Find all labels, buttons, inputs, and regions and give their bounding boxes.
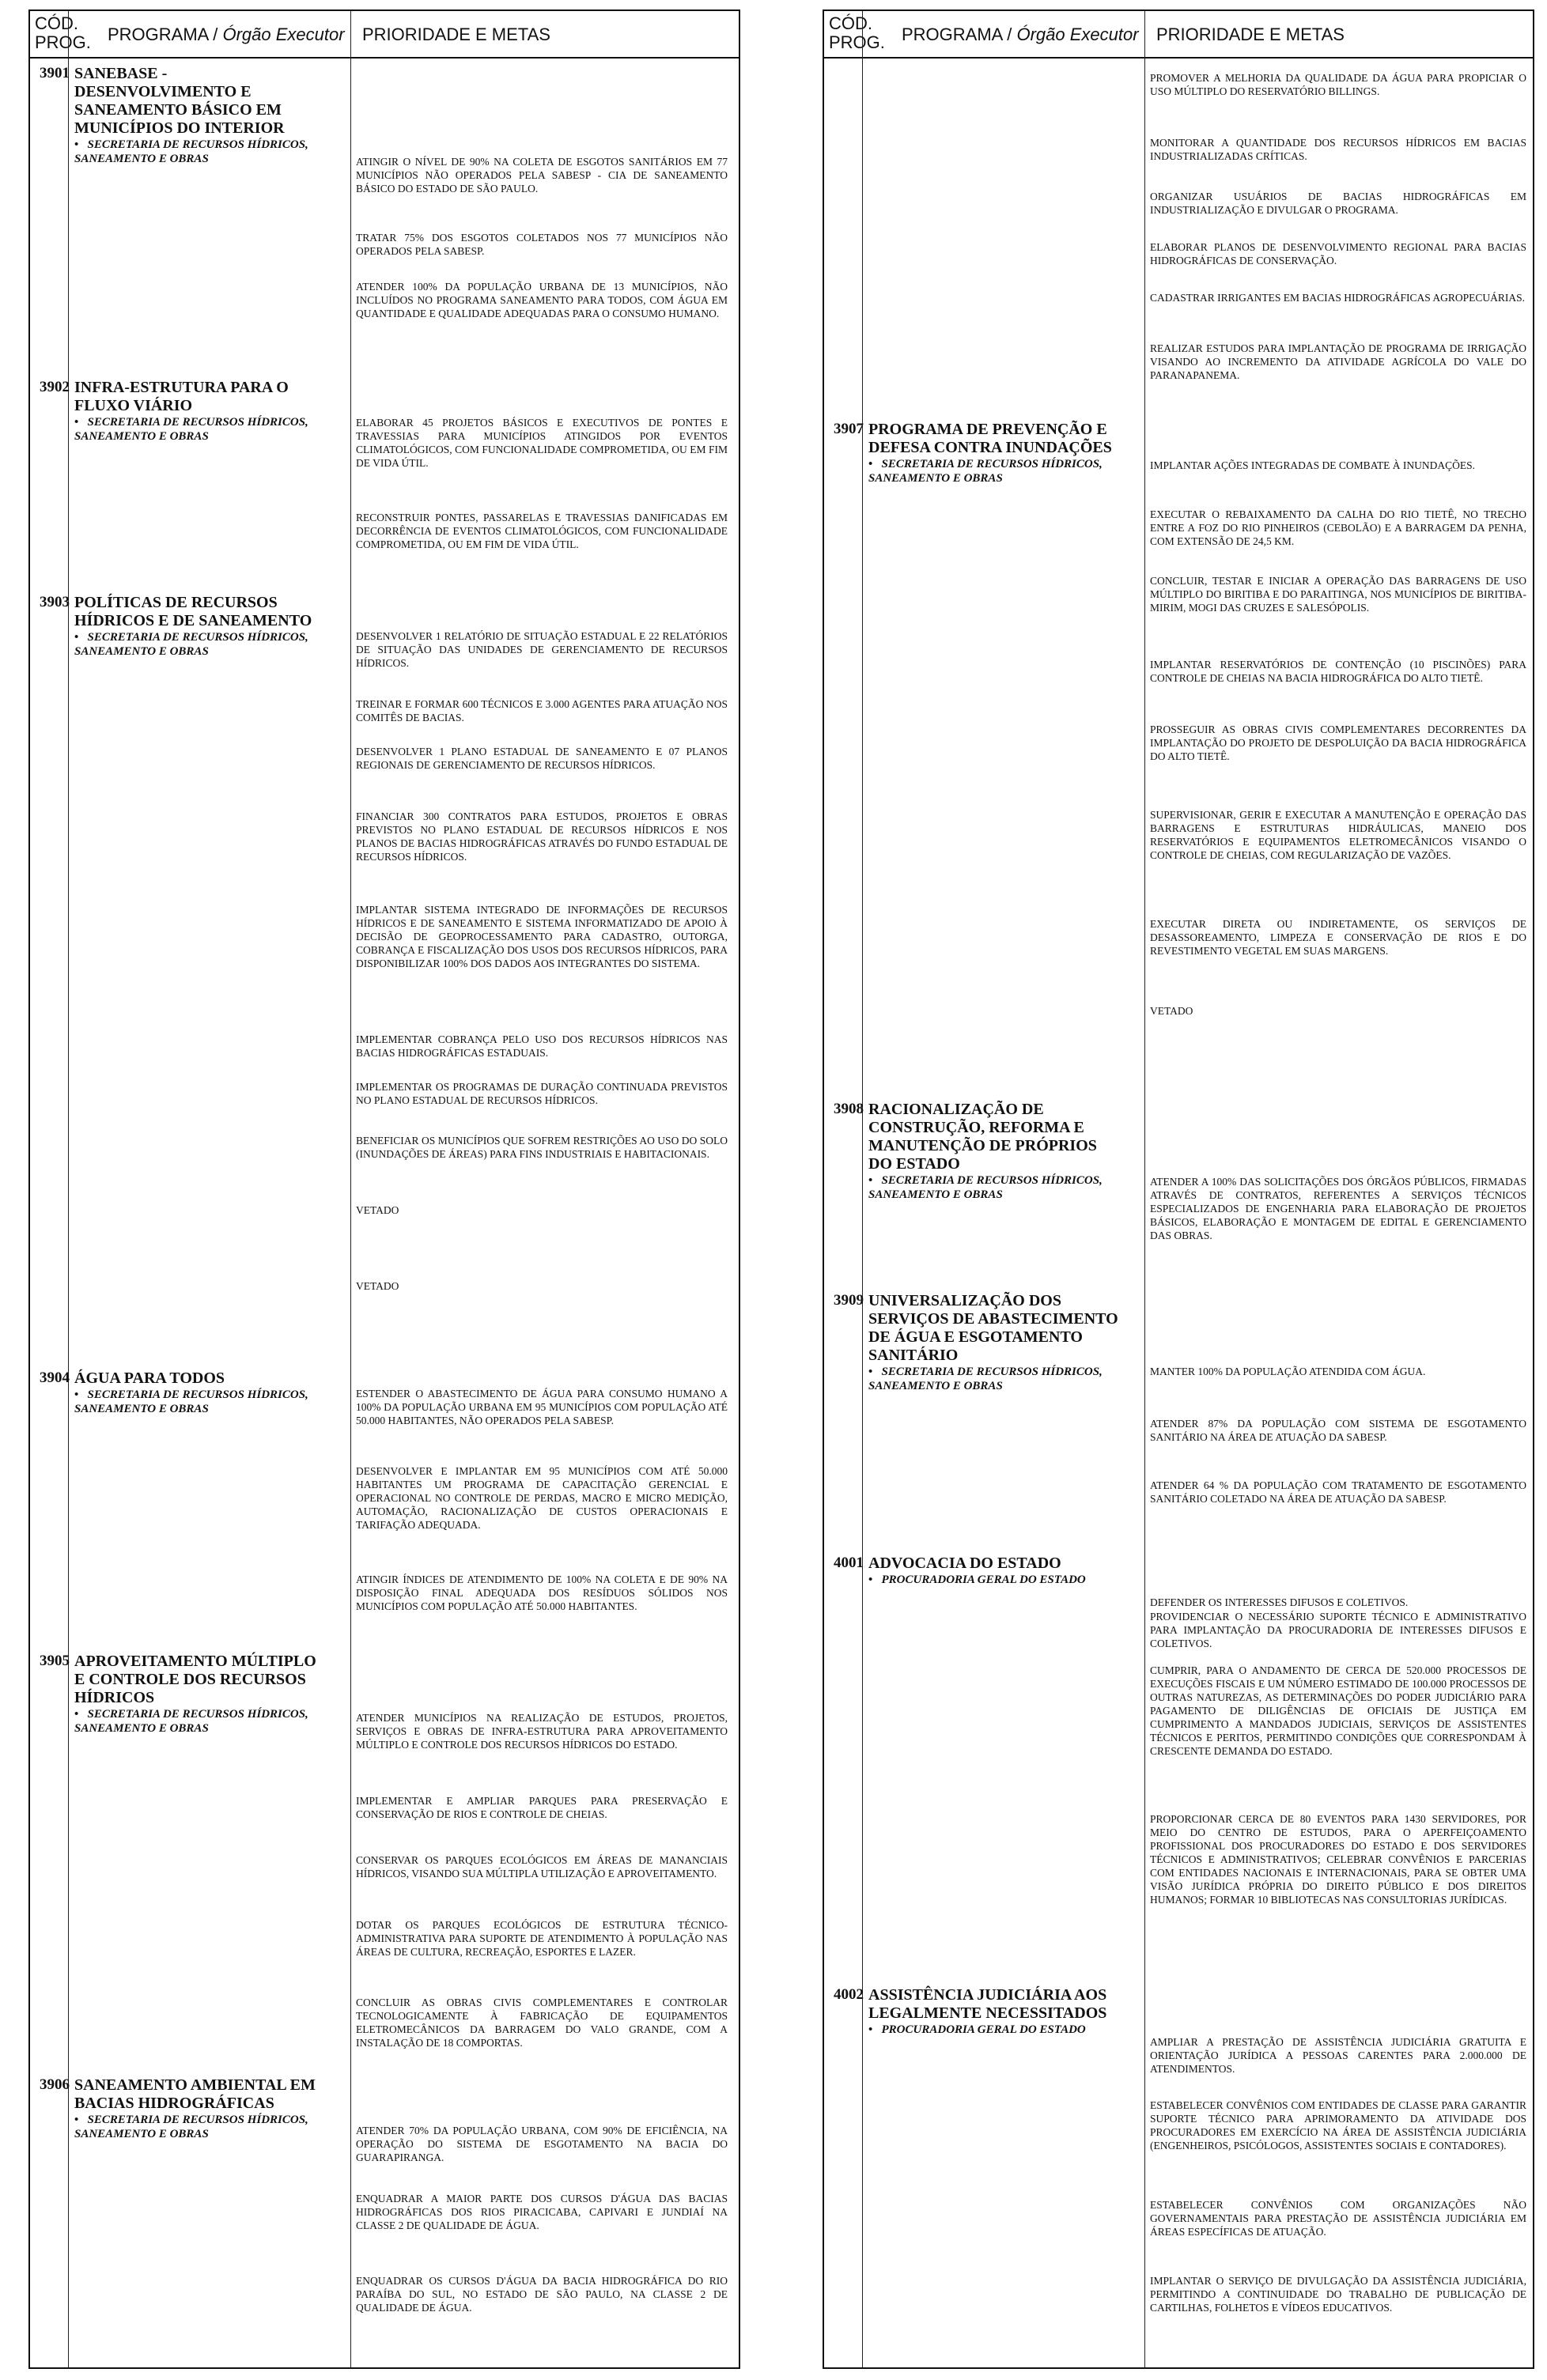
program-title: PROGRAMA DE PREVENÇÃO E DEFESA CONTRA INUNDAÇÕES xyxy=(868,421,1112,456)
program-code: 3901 xyxy=(40,65,70,81)
meta-item: ESTENDER O ABASTECIMENTO DE ÁGUA PARA CONSUMO HUMANO A 100% DA POPULAÇÃO URBANA EM 95 MUNICÍPIOS COM POPULAÇÃO ATÉ 50.000 HABITANTES, NÃO OPERADOS PELA SABESP. xyxy=(356,1388,728,1426)
program-executor: • PROCURADORIA GERAL DO ESTADO xyxy=(868,1573,1121,1587)
column-divider xyxy=(350,11,351,2367)
program-executor: • PROCURADORIA GERAL DO ESTADO xyxy=(868,2023,1121,2037)
meta-item: BENEFICIAR OS MUNICÍPIOS QUE SOFREM RESTRIÇÕES AO USO DO SOLO (INUNDAÇÕES DE ÁREAS) PARA FINS INDUSTRIAIS E HABITACIONAIS. xyxy=(356,1135,728,1160)
meta-item: REALIZAR ESTUDOS PARA IMPLANTAÇÃO DE PROGRAMA DE IRRIGAÇÃO VISANDO AO INCREMENTO DA ATIVIDADE AGRÍCOLA DO VALE DO PARANAPANEMA. xyxy=(1150,342,1526,381)
program-executor: • SECRETARIA DE RECURSOS HÍDRICOS, SANEAMENTO E OBRAS xyxy=(74,630,327,659)
meta-item: RECONSTRUIR PONTES, PASSARELAS E TRAVESSIAS DANIFICADAS EM DECORRÊNCIA DE EVENTOS CLIMATOLÓGICOS, COM FUNCIONALIDADE COMPROMETIDA, OU EM FIM DE VIDA ÚTIL. xyxy=(356,512,728,550)
meta-item: ENQUADRAR A MAIOR PARTE DOS CURSOS D'ÁGUA DAS BACIAS HIDROGRÁFICAS DOS RIOS PIRACICABA, CAPIVARI E JUNDIAÍ NA CLASSE 2 DE QUALIDADE DE ÁGUA. xyxy=(356,2193,728,2231)
table-header xyxy=(824,11,1533,59)
program-3906 xyxy=(40,2076,327,2141)
program-4002 xyxy=(834,1986,1121,2037)
meta-item: ATINGIR ÍNDICES DE ATENDIMENTO DE 100% NA COLETA E DE 90% NA DISPOSIÇÃO FINAL ADEQUADA DOS RESÍDUOS SÓLIDOS NOS MUNICÍPIOS COM POPULAÇÃO ATÉ 50.000 HABITANTES. xyxy=(356,1573,728,1612)
program-4001 xyxy=(834,1555,1121,1587)
meta-item: AMPLIAR A PRESTAÇÃO DE ASSISTÊNCIA JUDICIÁRIA GRATUITA E ORIENTAÇÃO JURÍDICA A PESSOAS CARENTES PARA 2.000.000 DE ATENDIMENTOS. xyxy=(1150,2036,1526,2075)
program-3902 xyxy=(40,379,327,444)
program-3909 xyxy=(834,1292,1121,1393)
program-code: 3907 xyxy=(834,421,864,437)
program-code: 3902 xyxy=(40,379,70,395)
program-executor: • SECRETARIA DE RECURSOS HÍDRICOS, SANEAMENTO E OBRAS xyxy=(74,415,327,444)
meta-item: ENQUADRAR OS CURSOS D'ÁGUA DA BACIA HIDROGRÁFICA DO RIO PARAÍBA DO SUL, NO ESTADO DE SÃO PAULO, NA CLASSE 2 DE QUALIDADE DE ÁGUA. xyxy=(356,2275,728,2314)
meta-item: ATENDER A 100% DAS SOLICITAÇÕES DOS ÓRGÃOS PÚBLICOS, FIRMADAS ATRAVÉS DE CONTRATOS, REFERENTES A SERVIÇOS TÉCNICOS ESPECIALIZADOS DE ENGENHARIA PARA ELABORAÇÃO DE PROJETOS BÁSICOS, ELABORAÇÃO E MONTAGEM DE EDITAL E GERENCIAMENTO DAS OBRAS. xyxy=(1150,1176,1526,1241)
meta-item: CONSERVAR OS PARQUES ECOLÓGICOS EM ÁREAS DE MANANCIAIS HÍDRICOS, VISANDO SUA MÚLTIPLA UTILIZAÇÃO E APROVEITAMENTO. xyxy=(356,1854,728,1879)
header-programa: PROGRAMA / Órgão Executor xyxy=(902,25,1139,44)
meta-item: DEFENDER OS INTERESSES DIFUSOS E COLETIVOS. xyxy=(1150,1596,1409,1608)
program-3907 xyxy=(834,421,1121,485)
table-left-column xyxy=(28,9,740,2369)
program-code: 3905 xyxy=(40,1653,70,1669)
meta-item: VETADO xyxy=(356,1280,399,1292)
header-programa: PROGRAMA / Órgão Executor xyxy=(108,25,345,44)
meta-item: PROVIDENCIAR O NECESSÁRIO SUPORTE TÉCNICO E ADMINISTRATIVO PARA IMPLANTAÇÃO DA PROCURADORIA DE INTERESSES DIFUSOS E COLETIVOS. xyxy=(1150,1611,1526,1649)
program-title: INFRA-ESTRUTURA PARA O FLUXO VIÁRIO xyxy=(74,379,289,414)
table-header xyxy=(30,11,739,59)
column-divider xyxy=(1144,11,1145,2367)
program-title: ADVOCACIA DO ESTADO xyxy=(868,1555,1061,1572)
header-cod-prog: CÓD. PROG. xyxy=(829,13,885,52)
column-divider xyxy=(68,11,69,2367)
program-title: ASSISTÊNCIA JUDICIÁRIA AOS LEGALMENTE NECESSITADOS xyxy=(868,1986,1107,2022)
program-executor: • SECRETARIA DE RECURSOS HÍDRICOS, SANEAMENTO E OBRAS xyxy=(868,457,1121,485)
program-title: APROVEITAMENTO MÚLTIPLO E CONTROLE DOS RECURSOS HÍDRICOS xyxy=(74,1653,316,1706)
meta-item: TRATAR 75% DOS ESGOTOS COLETADOS NOS 77 MUNICÍPIOS NÃO OPERADOS PELA SABESP. xyxy=(356,232,728,257)
meta-item: ESTABELECER CONVÊNIOS COM ORGANIZAÇÕES NÃO GOVERNAMENTAIS PARA PRESTAÇÃO DE ASSISTÊNCIA JUDICIÁRIA EM ÁREAS ESPECÍFICAS DE ATUAÇÃO. xyxy=(1150,2199,1526,2238)
meta-item: PROSSEGUIR AS OBRAS CIVIS COMPLEMENTARES DECORRENTES DA IMPLANTAÇÃO DO PROJETO DE DESPOLUIÇÃO DA BACIA HIDROGRÁFICA DO ALTO TIETÊ. xyxy=(1150,723,1526,762)
meta-item: DESENVOLVER 1 PLANO ESTADUAL DE SANEAMENTO E 07 PLANOS REGIONAIS DE GERENCIAMENTO DE RECURSOS HÍDRICOS. xyxy=(356,746,728,771)
meta-item: CONCLUIR AS OBRAS CIVIS COMPLEMENTARES E CONTROLAR TECNOLOGICAMENTE À FABRICAÇÃO DE EQUIPAMENTOS ELETROMECÂNICOS DA BARRAGEM DO VALO GRANDE, COM A INSTALAÇÃO DE 18 COMPORTAS. xyxy=(356,1997,728,2049)
program-executor: • SECRETARIA DE RECURSOS HÍDRICOS, SANEAMENTO E OBRAS xyxy=(74,138,327,166)
program-title: SANEBASE - DESENVOLVIMENTO E SANEAMENTO BÁSICO EM MUNICÍPIOS DO INTERIOR xyxy=(74,65,285,137)
program-title: UNIVERSALIZAÇÃO DOS SERVIÇOS DE ABASTECIMENTO DE ÁGUA E ESGOTAMENTO SANITÁRIO xyxy=(868,1292,1118,1364)
program-code: 4002 xyxy=(834,1986,864,2003)
program-executor: • SECRETARIA DE RECURSOS HÍDRICOS, SANEAMENTO E OBRAS xyxy=(868,1173,1121,1202)
meta-item: CUMPRIR, PARA O ANDAMENTO DE CERCA DE 520.000 PROCESSOS DE EXECUÇÕES FISCAIS E UM NÚMERO ESTIMADO DE 100.000 PROCESSOS DE OUTRAS NATUREZAS, AS DETERMINAÇÕES DO PODER JUDICIÁRIO PARA PAGAMENTO DE DILIGÊNCIAS DE OFICIAIS DE JUSTIÇA EM CUMPRIMENTO A MANDADOS JUDICIAIS, SERVIÇOS DE ASSISTENTES TÉCNICOS E PERITOS, PERMITINDO CONDIÇÕES QUE CORRESPONDAM À CRESCENTE DEMANDA DO ESTADO. xyxy=(1150,1664,1526,1757)
program-title: SANEAMENTO AMBIENTAL EM BACIAS HIDROGRÁFICAS xyxy=(74,2076,316,2112)
program-code: 3908 xyxy=(834,1101,864,1117)
header-prioridade-metas: PRIORIDADE E METAS xyxy=(1156,25,1345,44)
meta-item: EXECUTAR DIRETA OU INDIRETAMENTE, OS SERVIÇOS DE DESASSOREAMENTO, LIMPEZA E CONSERVAÇÃO DE RIOS E DO REVESTIMENTO VEGETAL EM SUAS MARGENS. xyxy=(1150,918,1526,957)
program-executor: • SECRETARIA DE RECURSOS HÍDRICOS, SANEAMENTO E OBRAS xyxy=(74,1388,327,1416)
program-title: POLÍTICAS DE RECURSOS HÍDRICOS E DE SANEAMENTO xyxy=(74,594,312,629)
meta-item: DESENVOLVER 1 RELATÓRIO DE SITUAÇÃO ESTADUAL E 22 RELATÓRIOS DE SITUAÇÃO DAS UNIDADES DE GERENCIAMENTO DE RECURSOS HÍDRICOS. xyxy=(356,630,728,669)
meta-item: IMPLANTAR RESERVATÓRIOS DE CONTENÇÃO (10 PISCINÕES) PARA CONTROLE DE CHEIAS NA BACIA HIDROGRÁFICA DO ALTO TIETÊ. xyxy=(1150,659,1526,684)
program-executor: • SECRETARIA DE RECURSOS HÍDRICOS, SANEAMENTO E OBRAS xyxy=(74,1707,327,1736)
meta-item: EXECUTAR O REBAIXAMENTO DA CALHA DO RIO TIETÊ, NO TRECHO ENTRE A FOZ DO RIO PINHEIROS (CEBOLÃO) E A BARRAGEM DA PENHA, COM EXTENSÃO DE 24,5 KM. xyxy=(1150,508,1526,547)
meta-item: DOTAR OS PARQUES ECOLÓGICOS DE ESTRUTURA TÉCNICO-ADMINISTRATIVA PARA SUPORTE DE ATENDIMENTO À POPULAÇÃO NAS ÁREAS DE CULTURA, RECREAÇÃO, ESPORTES E LAZER. xyxy=(356,1919,728,1958)
program-3905 xyxy=(40,1653,327,1736)
meta-item: ESTABELECER CONVÊNIOS COM ENTIDADES DE CLASSE PARA GARANTIR SUPORTE TÉCNICO PARA APRIMORAMENTO DA ATIVIDADE DOS PROCURADORES EM EXERCÍCIO NA ÁREA DE ASSISTÊNCIA JUDICIÁRIA (ENGENHEIROS, PSICÓLOGOS, ASSISTENTES SOCIAIS E CONTADORES). xyxy=(1150,2099,1526,2151)
program-code: 3909 xyxy=(834,1292,864,1309)
meta-item: IMPLEMENTAR E AMPLIAR PARQUES PARA PRESERVAÇÃO E CONSERVAÇÃO DE RIOS E CONTROLE DE CHEIAS. xyxy=(356,1795,728,1820)
meta-item: ATENDER 70% DA POPULAÇÃO URBANA, COM 90% DE EFICIÊNCIA, NA OPERAÇÃO DO SISTEMA DE ESGOTAMENTO NA BACIA DO GUARAPIRANGA. xyxy=(356,2125,728,2163)
meta-item: VETADO xyxy=(1150,1005,1193,1017)
meta-item: IMPLANTAR O SERVIÇO DE DIVULGAÇÃO DA ASSISTÊNCIA JUDICIÁRIA, PERMITINDO A CONTINUIDADE DO TRABALHO DE PUBLICAÇÃO DE CARTILHAS, FOLHETOS E VÍDEOS EDUCATIVOS. xyxy=(1150,2275,1526,2314)
meta-item: ELABORAR PLANOS DE DESENVOLVIMENTO REGIONAL PARA BACIAS HIDROGRÁFICAS DE CONSERVAÇÃO. xyxy=(1150,241,1526,266)
meta-item: IMPLEMENTAR OS PROGRAMAS DE DURAÇÃO CONTINUADA PREVISTOS NO PLANO ESTADUAL DE RECURSOS HÍDRICOS. xyxy=(356,1081,728,1106)
column-divider xyxy=(862,11,863,2367)
program-3901 xyxy=(40,65,327,166)
table-right-column xyxy=(823,9,1534,2369)
program-code: 3906 xyxy=(40,2076,70,2093)
meta-item: VETADO xyxy=(356,1204,399,1216)
program-3903 xyxy=(40,594,327,659)
meta-item: MANTER 100% DA POPULAÇÃO ATENDIDA COM ÁGUA. xyxy=(1150,1366,1426,1377)
meta-item: ATINGIR O NÍVEL DE 90% NA COLETA DE ESGOTOS SANITÁRIOS EM 77 MUNICÍPIOS NÃO OPERADOS PELA SABESP - CIA DE SANEAMENTO BÁSICO DO ESTADO DE SÃO PAULO. xyxy=(356,156,728,195)
meta-item: TREINAR E FORMAR 600 TÉCNICOS E 3.000 AGENTES PARA ATUAÇÃO NOS COMITÊS DE BACIAS. xyxy=(356,698,728,723)
meta-item: IMPLANTAR SISTEMA INTEGRADO DE INFORMAÇÕES DE RECURSOS HÍDRICOS E DE SANEAMENTO E SISTEMA INFORMATIZADO DE APOIO À DECISÃO DE GEOPROCESSAMENTO PARA CADASTRO, OUTORGA, COBRANÇA E FISCALIZAÇÃO DOS USOS DOS RECURSOS HÍDRICOS, PARA DISPONIBILIZAR 100% DOS DADOS AOS INTEGRANTES DO SISTEMA. xyxy=(356,904,728,969)
meta-item: ORGANIZAR USUÁRIOS DE BACIAS HIDROGRÁFICAS EM INDUSTRIALIZAÇÃO E DIVULGAR O PROGRAMA. xyxy=(1150,191,1526,216)
program-code: 4001 xyxy=(834,1555,864,1571)
program-code: 3903 xyxy=(40,594,70,610)
meta-item: ATENDER 100% DA POPULAÇÃO URBANA DE 13 MUNICÍPIOS, NÃO INCLUÍDOS NO PROGRAMA SANEAMENTO PARA TODOS, COM ÁGUA EM QUANTIDADE E QUALIDADE ADEQUADAS PARA O CONSUMO HUMANO. xyxy=(356,281,728,319)
meta-item: CADASTRAR IRRIGANTES EM BACIAS HIDROGRÁFICAS AGROPECUÁRIAS. xyxy=(1150,292,1526,304)
meta-item: IMPLANTAR AÇÕES INTEGRADAS DE COMBATE À INUNDAÇÕES. xyxy=(1150,459,1476,471)
meta-item: PROPORCIONAR CERCA DE 80 EVENTOS PARA 1430 SERVIDORES, POR MEIO DO CENTRO DE ESTUDOS, PARA O APERFEIÇOAMENTO PROFISSIONAL DOS PROCURADORES DO ESTADO E DOS SERVIDORES TÉCNICOS E ADMINISTRATIVOS; CELEBRAR CONVÊNIOS E PARCERIAS COM ENTIDADES NACIONAIS E INTERNACIONAIS, PARA SE OBTER UMA VISÃO JURÍDICA PRÓPRIA DO DIREITO PÚBLICO E DOS DIREITOS HUMANOS; FORMAR 10 BIBLIOTECAS NAS CONSULTORIAS JURÍDICAS. xyxy=(1150,1813,1526,1906)
program-title: ÁGUA PARA TODOS xyxy=(74,1369,225,1387)
header-prioridade-metas: PRIORIDADE E METAS xyxy=(362,25,550,44)
meta-item: CONCLUIR, TESTAR E INICIAR A OPERAÇÃO DAS BARRAGENS DE USO MÚLTIPLO DO BIRITIBA E DO PARAITINGA, NOS MUNICÍPIOS DE BIRITIBA-MIRIM, MOGI DAS CRUZES E SALESÓPOLIS. xyxy=(1150,575,1526,614)
program-3908 xyxy=(834,1101,1121,1202)
program-executor: • SECRETARIA DE RECURSOS HÍDRICOS, SANEAMENTO E OBRAS xyxy=(868,1365,1121,1393)
program-code: 3904 xyxy=(40,1369,70,1386)
header-cod-prog: CÓD. PROG. xyxy=(35,13,91,52)
program-title: RACIONALIZAÇÃO DE CONSTRUÇÃO, REFORMA E MANUTENÇÃO DE PRÓPRIOS DO ESTADO xyxy=(868,1101,1097,1173)
meta-item: FINANCIAR 300 CONTRATOS PARA ESTUDOS, PROJETOS E OBRAS PREVISTOS NO PLANO ESTADUAL DE RECURSOS HÍDRICOS E NOS PLANOS DE BACIAS HIDROGRÁFICAS ATRAVÉS DO FUNDO ESTADUAL DE RECURSOS HÍDRICOS. xyxy=(356,810,728,863)
meta-item: ATENDER 64 % DA POPULAÇÃO COM TRATAMENTO DE ESGOTAMENTO SANITÁRIO COLETADO NA ÁREA DE ATUAÇÃO DA SABESP. xyxy=(1150,1479,1526,1505)
program-executor: • SECRETARIA DE RECURSOS HÍDRICOS, SANEAMENTO E OBRAS xyxy=(74,2113,327,2141)
meta-item: ATENDER 87% DA POPULAÇÃO COM SISTEMA DE ESGOTAMENTO SANITÁRIO NA ÁREA DE ATUAÇÃO DA SABESP. xyxy=(1150,1418,1526,1443)
meta-item: ATENDER MUNICÍPIOS NA REALIZAÇÃO DE ESTUDOS, PROJETOS, SERVIÇOS E OBRAS DE INFRA-ESTRUTURA PARA APROVEITAMENTO MÚLTIPLO E CONTROLE DOS RECURSOS HÍDRICOS DO ESTADO. xyxy=(356,1712,728,1751)
meta-item: DESENVOLVER E IMPLANTAR EM 95 MUNICÍPIOS COM ATÉ 50.000 HABITANTES UM PROGRAMA DE CAPACITAÇÃO GERENCIAL E OPERACIONAL NO CONTROLE DE PERDAS, MACRO E MICRO MEDIÇÃO, AUTOMAÇÃO, RACIONALIZAÇÃO DE CUSTOS OPERACIONAIS E TARIFAÇÃO ADEQUADA. xyxy=(356,1465,728,1531)
meta-item: ELABORAR 45 PROJETOS BÁSICOS E EXECUTIVOS DE PONTES E TRAVESSIAS PARA MUNICÍPIOS ATINGIDOS POR EVENTOS CLIMATOLÓGICOS, COM FUNCIONALIDADE COMPROMETIDA, OU EM FIM DE VIDA ÚTIL. xyxy=(356,417,728,469)
meta-item: MONITORAR A QUANTIDADE DOS RECURSOS HÍDRICOS EM BACIAS INDUSTRIALIZADAS CRÍTICAS. xyxy=(1150,137,1526,162)
meta-item: PROMOVER A MELHORIA DA QUALIDADE DA ÁGUA PARA PROPICIAR O USO MÚLTIPLO DO RESERVATÓRIO BILLINGS. xyxy=(1150,72,1526,97)
program-3904 xyxy=(40,1369,327,1416)
meta-item: IMPLEMENTAR COBRANÇA PELO USO DOS RECURSOS HÍDRICOS NAS BACIAS HIDROGRÁFICAS ESTADUAIS. xyxy=(356,1033,728,1059)
meta-item: SUPERVISIONAR, GERIR E EXECUTAR A MANUTENÇÃO E OPERAÇÃO DAS BARRAGENS E ESTRUTURAS HIDRÁULICAS, MANEIO DOS RESERVATÓRIOS E EQUIPAMENTOS ELETROMECÂNICOS VISANDO O CONTROLE DE CHEIAS, COM REGULARIZAÇÃO DE VAZÕES. xyxy=(1150,809,1526,861)
